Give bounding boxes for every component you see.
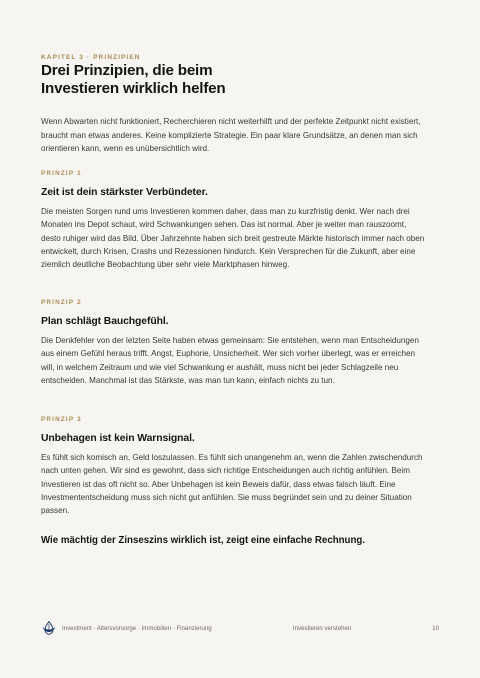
principle-1	[41, 170, 427, 271]
page-footer	[41, 618, 439, 638]
intro-paragraph: Wenn Abwarten nicht funktioniert, Recherchieren nicht weiterhilft und der perfekte Zeitpunkt nicht existiert, braucht man etwas anderes. Keine komplizierte Strategie. Ein paar klare Grundsätze, an denen man sich orientieren kann, wenn es unübersichtlich wird.	[41, 117, 421, 153]
page-number: 10	[432, 624, 439, 632]
principle-body: Es fühlt sich komisch an, Geld loszulassen. Es fühlt sich unangenehm an, wenn die Zahlen zwischendurch nach unten gehen. Wir sind es gewohnt, dass sich richtige Entscheidungen auch richtig anfühlen. Beim Investieren ist das oft nicht so. Aber Unbehagen ist kein Beweis dafür, dass etwas falsch läuft. Eine Investmententscheidung muss sich nicht gut anfühlen. Sie muss begründet sein und zu deiner Situation passen.	[41, 453, 423, 516]
principle-2	[41, 299, 427, 387]
principle-heading: Unbehagen ist kein Warnsignal.	[41, 433, 195, 444]
chapter-label: KAPITEL 3 · PRINZIPIEN	[41, 53, 141, 61]
brand-logo-icon	[41, 620, 57, 636]
principle-label: PRINZIP 1	[41, 170, 82, 177]
principle-heading: Plan schlägt Bauchgefühl.	[41, 316, 169, 327]
principle-heading: Zeit ist dein stärkster Verbündeter.	[41, 187, 208, 198]
title-line-2: Investieren wirklich helfen	[41, 79, 226, 97]
principle-body: Die Denkfehler von der letzten Seite haben etwas gemeinsam: Sie entstehen, wenn man Entscheidungen aus einem Gefühl heraus trifft. Angst, Euphorie, Unsicherheit. Wer sich vorher überlegt, was er erreichen will, in welchem Zeitraum und wie viel Schwankung er aushält, muss nicht bei jeder Schlagzeile neu entscheiden. Manchmal ist das Stärkste, was man tun kann, einfach nichts zu tun.	[41, 336, 419, 385]
principle-3	[41, 416, 427, 517]
page-title	[41, 62, 341, 97]
closing-statement: Wie mächtig der Zinseszins wirklich ist, zeigt eine einfache Rechnung.	[41, 535, 365, 546]
principle-label: PRINZIP 3	[41, 416, 82, 423]
footer-tagline: Investment · Altersvorsorge · Immobilien · Finanzierung	[62, 624, 212, 632]
footer-section-title: Investieren verstehen	[293, 624, 352, 632]
title-line-1: Drei Prinzipien, die beim	[41, 62, 213, 79]
principle-body: Die meisten Sorgen rund ums Investieren kommen daher, dass man zu kurzfristig denkt. Wer nach drei Monaten ins Depot schaut, wird Schwankungen sehen. Das ist normal. Aber je weiter man rauszoomt, desto ruhiger wird das Bild. Über Jahrzehnte haben sich breit gestreute Märkte historisch immer nach oben entwickelt, durch Krisen, Crashs und Rezessionen hindurch. Kein Versprechen für die Zukunft, aber eine ziemlich deutliche Beobachtung über sehr viele Marktphasen hinweg.	[41, 207, 425, 270]
principle-label: PRINZIP 2	[41, 299, 82, 306]
